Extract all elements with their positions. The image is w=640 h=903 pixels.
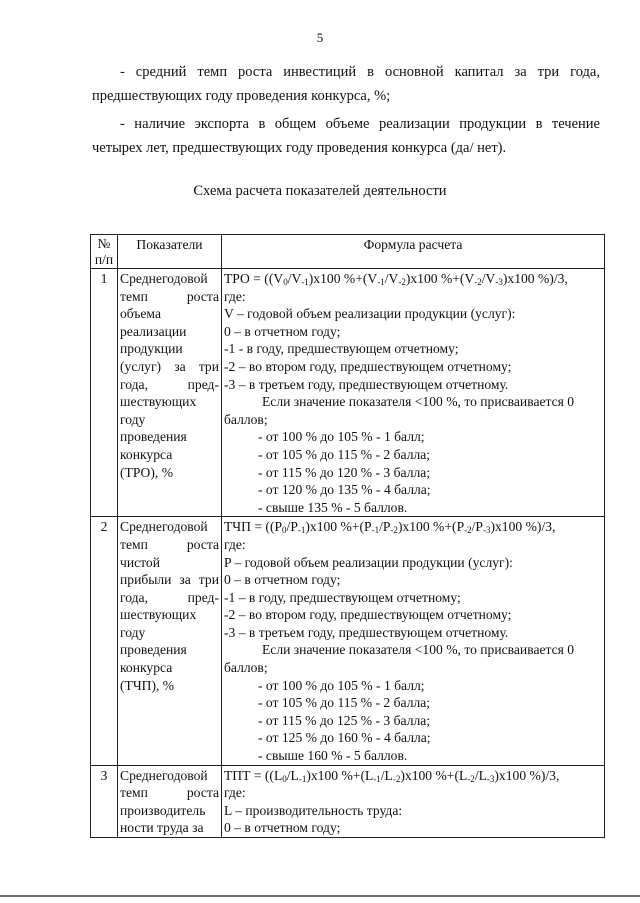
score-line: - свыше 135 % - 5 баллов. bbox=[258, 499, 408, 515]
score-line: - от 105 % до 115 % - 2 балла; bbox=[258, 446, 431, 462]
formula-line: где: bbox=[224, 785, 246, 801]
formula-line: -1 - в году, предшествующем отчетному; bbox=[224, 341, 459, 357]
score-line: - от 120 % до 135 % - 4 балла; bbox=[258, 482, 431, 498]
indicator-line: производитель bbox=[120, 802, 206, 818]
row-formula bbox=[222, 765, 605, 837]
formula-line: -3 – в третьем году, предшествующем отчетному. bbox=[224, 624, 509, 640]
indicator-line: (услуг) за три bbox=[120, 358, 219, 374]
paragraph-investment-growth: - средний темп роста инвестиций в основной капитал за три года, предшествующих году проведения конкурса, %; bbox=[92, 64, 600, 104]
indicator-line: объема bbox=[120, 306, 161, 322]
indicator-line: проведения bbox=[120, 642, 187, 658]
paragraph-export-presence: - наличие экспорта в общем объеме реализации продукции в течение четырех лет, предшествующих году проведения конкурса (да/ нет). bbox=[92, 116, 600, 156]
formula-line: -2 – во втором году, предшествующем отчетному; bbox=[224, 358, 512, 374]
row-formula bbox=[222, 517, 605, 765]
formula-line: где: bbox=[224, 536, 246, 552]
score-line: - от 115 % до 120 % - 3 балла; bbox=[258, 464, 431, 480]
formula-expression: ТПТ = ($(L_0/L_{-1})x100$ $\%+(L_{-1}/L_{-2})x100$ $\%+(L_{-2}/L_{-3})x100$ %)/3, bbox=[224, 767, 560, 784]
indicator-line: продукции bbox=[120, 341, 183, 357]
table-row bbox=[91, 765, 605, 837]
header-indicator: Показатели bbox=[118, 235, 222, 269]
indicator-line: (ТЧП), % bbox=[120, 677, 175, 693]
indicator-line: года, пред- bbox=[120, 589, 219, 605]
indicator-line: (ТРО), % bbox=[120, 464, 174, 480]
formula-expression: ТЧП = ($(P_0/P_{-1})x100$ $\%+(P_{-1}/P_{-2})x100$ $\%+(P_{-2}/P_{-3})x100$ %)/3, bbox=[224, 519, 556, 536]
formula-line: -2 – во втором году, предшествующем отчетному; bbox=[224, 607, 512, 623]
indicator-line: конкурса bbox=[120, 446, 173, 462]
formula-line: где: bbox=[224, 288, 246, 304]
formula-line: 0 – в отчетном году; bbox=[224, 572, 341, 588]
indicator-line: году bbox=[120, 411, 146, 427]
formula-line: V – годовой объем реализации продукции (услуг): bbox=[224, 306, 516, 322]
indicator-line: реализации bbox=[120, 323, 187, 339]
indicator-line: шествующих bbox=[120, 607, 197, 623]
header-formula: Формула расчета bbox=[222, 235, 605, 269]
section-title: Схема расчета показателей деятельности bbox=[193, 183, 447, 199]
indicator-line: темп роста bbox=[120, 785, 219, 801]
header-number: № п/п bbox=[91, 235, 118, 269]
formula-line: -1 – в году, предшествующем отчетному; bbox=[224, 589, 461, 605]
indicator-line: ности труда за bbox=[120, 820, 204, 836]
score-line: - от 105 % до 115 % - 2 балла; bbox=[258, 695, 431, 711]
formula-line: L – производительность труда: bbox=[224, 802, 403, 818]
score-line: - от 100 % до 105 % - 1 балл; bbox=[258, 677, 425, 693]
formula-expression: ТРО = ($(V_0/V_{-1})x100$ $\%+(V_{-1}/V_{-2})x100$ $\%+(V_{-2}/V_{-3})x100$ %)/3, bbox=[224, 271, 568, 287]
indicator-line: года, пред- bbox=[120, 376, 219, 392]
table-row bbox=[91, 517, 605, 765]
threshold-note: Если значение показателя <100 %, то присваивается 0 баллов; bbox=[224, 394, 575, 427]
indicator-line: Среднегодовой bbox=[120, 271, 208, 286]
indicator-line: году bbox=[120, 624, 146, 640]
row-indicator bbox=[118, 517, 222, 765]
row-number: 2 bbox=[91, 517, 118, 765]
formula-line: 0 – в отчетном году; bbox=[224, 820, 341, 836]
table-header-row bbox=[91, 235, 605, 269]
page-number: 5 bbox=[316, 30, 324, 45]
threshold-note: Если значение показателя <100 %, то присваивается 0 баллов; bbox=[224, 642, 575, 676]
formula-line: P – годовой объем реализации продукции (услуг): bbox=[224, 554, 513, 570]
indicator-line: Среднегодовой bbox=[120, 767, 208, 783]
formula-line: 0 – в отчетном году; bbox=[224, 323, 341, 339]
row-number: 3 bbox=[91, 765, 118, 837]
indicator-line: конкурса bbox=[120, 660, 173, 676]
indicators-table bbox=[90, 234, 605, 838]
indicator-line: темп роста bbox=[120, 288, 219, 304]
indicator-line: Среднегодовой bbox=[120, 519, 208, 535]
bottom-scan-edge bbox=[0, 895, 640, 897]
score-line: - свыше 160 % - 5 баллов. bbox=[258, 748, 408, 764]
indicator-line: проведения bbox=[120, 429, 187, 445]
formula-line: -3 – в третьем году, предшествующем отчетному. bbox=[224, 376, 509, 392]
row-number: 1 bbox=[91, 269, 118, 517]
indicator-line: прибыли за три bbox=[120, 572, 219, 588]
score-line: - от 115 % до 125 % - 3 балла; bbox=[258, 712, 431, 728]
indicator-line: чистой bbox=[120, 554, 160, 570]
indicator-line: темп роста bbox=[120, 536, 219, 552]
score-line: - от 100 % до 105 % - 1 балл; bbox=[258, 429, 425, 445]
row-indicator bbox=[118, 765, 222, 837]
row-formula bbox=[222, 269, 605, 517]
score-line: - от 125 % до 160 % - 4 балла; bbox=[258, 730, 431, 746]
indicator-line: шествующих bbox=[120, 394, 197, 410]
row-indicator bbox=[118, 269, 222, 517]
table-row bbox=[91, 269, 605, 517]
